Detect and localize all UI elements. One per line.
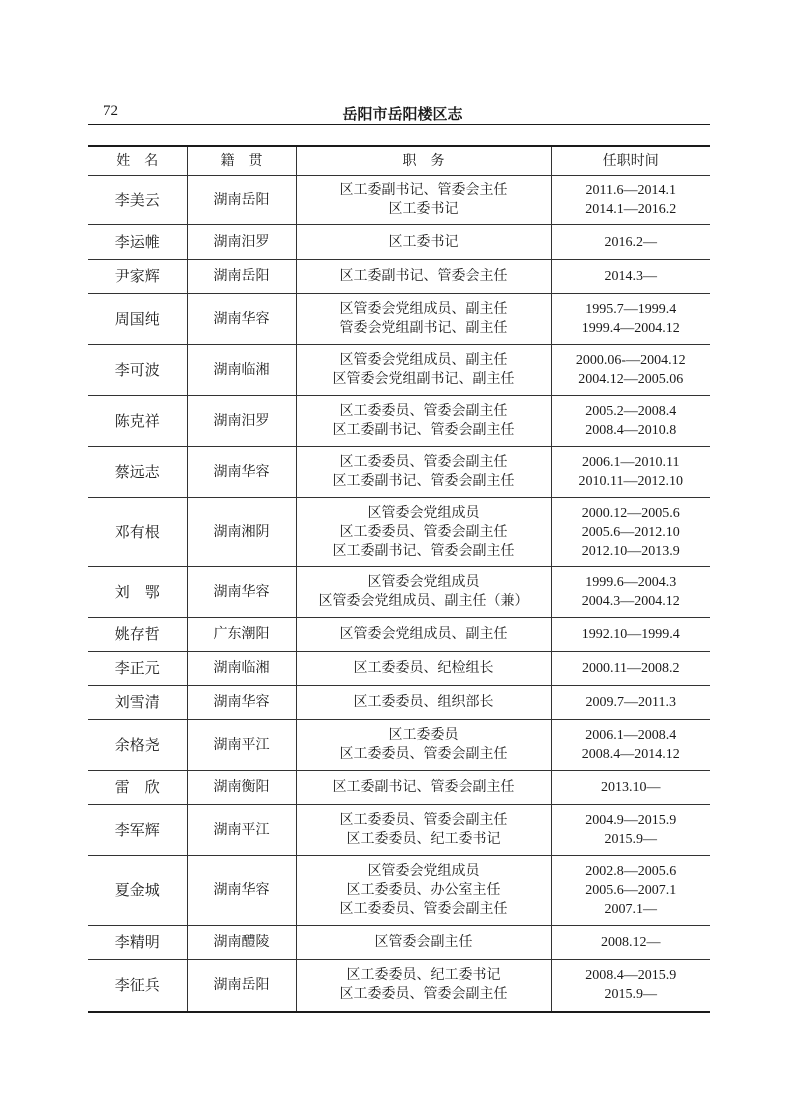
cell-origin: 湖南岳阳 (187, 960, 296, 1012)
table-row (88, 720, 710, 771)
column-header-name: 姓 名 (88, 146, 187, 176)
cell-positions (296, 805, 551, 856)
cell-name: 刘 鄂 (88, 567, 187, 618)
position-line: 区管委会党组成员、副主任 (339, 301, 508, 317)
cell-origin: 湖南醴陵 (187, 926, 296, 960)
term-line: 2011.6—2014.1 (585, 183, 676, 198)
position-line: 区工委委员、管委会副主任 (339, 986, 508, 1003)
table-row (88, 447, 710, 498)
cell-origin: 湖南平江 (187, 720, 296, 771)
table-row (88, 960, 710, 1012)
position-line: 区工委副书记、管委会主任 (339, 182, 508, 198)
cell-terms (551, 345, 710, 396)
term-line: 2008.4—2014.12 (581, 747, 680, 762)
cell-origin: 湖南岳阳 (187, 176, 296, 225)
cell-positions (296, 652, 551, 686)
position-line: 区管委会党组副书记、副主任 (332, 371, 515, 387)
cell-origin: 湖南衡阳 (187, 771, 296, 805)
position-line: 区工委委员、管委会副主任 (339, 523, 508, 540)
cell-positions (296, 447, 551, 498)
position-line: 区工委委员、办公室主任 (346, 882, 501, 898)
term-line: 1995.7—1999.4 (585, 302, 677, 317)
cell-terms (551, 618, 710, 652)
cell-origin: 湖南华容 (187, 686, 296, 720)
position-line: 区工委委员、管委会副主任 (339, 454, 508, 470)
cell-name: 陈克祥 (88, 396, 187, 447)
cell-terms (551, 498, 710, 567)
cell-positions (296, 926, 551, 960)
position-line: 区管委会党组成员、副主任（兼） (318, 593, 529, 609)
term-line: 2016.2— (604, 234, 657, 250)
term-line: 2008.4—2010.8 (585, 423, 677, 438)
cell-origin: 湖南华容 (187, 447, 296, 498)
term-line: 2014.3— (604, 269, 657, 284)
position-line: 区工委委员、管委会副主任 (339, 403, 508, 419)
term-line: 2006.1—2008.4 (585, 728, 677, 743)
cell-terms (551, 720, 710, 771)
table-row (88, 345, 710, 396)
cell-positions (296, 294, 551, 345)
table-row (88, 686, 710, 720)
cell-name: 李运帷 (88, 225, 187, 260)
cell-terms (551, 856, 710, 926)
cell-terms (551, 260, 710, 294)
position-line: 区工委书记 (388, 201, 459, 217)
cell-positions (296, 225, 551, 260)
position-line: 区管委会副主任 (374, 934, 473, 950)
position-line: 区管委会党组成员 (367, 504, 480, 521)
term-line: 2010.11—2012.10 (578, 474, 683, 489)
cell-name: 李可波 (88, 345, 187, 396)
position-line: 区工委委员、纪工委书记 (346, 831, 501, 847)
cell-name: 周国纯 (88, 294, 187, 345)
cell-origin: 湖南汨罗 (187, 396, 296, 447)
cell-terms (551, 225, 710, 260)
term-line: 2012.10—2013.9 (581, 543, 680, 559)
position-line: 区工委副书记、管委会副主任 (332, 542, 515, 559)
cell-name: 李正元 (88, 652, 187, 686)
position-line: 区管委会党组成员 (367, 574, 480, 590)
cell-terms (551, 926, 710, 960)
cell-positions (296, 345, 551, 396)
cell-origin: 湖南华容 (187, 294, 296, 345)
cell-origin: 湖南华容 (187, 856, 296, 926)
term-line: 2015.9— (604, 987, 657, 1003)
officials-table (88, 145, 710, 1013)
cell-positions (296, 720, 551, 771)
term-line: 2002.8—2005.6 (585, 864, 677, 879)
term-line: 2009.7—2011.3 (585, 695, 676, 710)
cell-name: 余格尧 (88, 720, 187, 771)
cell-terms (551, 567, 710, 618)
cell-origin: 湖南华容 (187, 567, 296, 618)
cell-terms (551, 652, 710, 686)
term-line: 2007.1— (604, 902, 657, 917)
term-line: 2005.2—2008.4 (585, 404, 677, 419)
cell-positions (296, 260, 551, 294)
position-line: 区工委委员、组织部长 (353, 694, 494, 710)
term-line: 1999.4—2004.12 (581, 321, 680, 336)
cell-positions (296, 567, 551, 618)
cell-origin: 湖南汨罗 (187, 225, 296, 260)
term-line: 2014.1—2016.2 (585, 202, 677, 217)
table-header-row (88, 146, 710, 176)
position-line: 区工委委员、纪检组长 (353, 660, 494, 676)
cell-terms (551, 447, 710, 498)
position-line: 区工委书记 (388, 233, 459, 250)
term-line: 2006.1—2010.11 (582, 455, 680, 470)
cell-terms (551, 396, 710, 447)
cell-positions (296, 396, 551, 447)
cell-positions (296, 618, 551, 652)
cell-name: 蔡远志 (88, 447, 187, 498)
table-body (88, 176, 710, 1012)
term-line: 1992.10—1999.4 (581, 627, 680, 642)
cell-terms (551, 294, 710, 345)
position-line: 区工委副书记、管委会副主任 (332, 473, 515, 489)
table-row (88, 176, 710, 225)
position-line: 区管委会党组成员 (367, 863, 480, 879)
cell-name: 李美云 (88, 176, 187, 225)
term-line: 2000.12—2005.6 (581, 505, 680, 521)
position-line: 管委会党组副书记、副主任 (339, 320, 508, 336)
table-row (88, 294, 710, 345)
cell-origin: 湖南岳阳 (187, 260, 296, 294)
term-line: 2008.12— (601, 935, 661, 950)
term-line: 2008.4—2015.9 (585, 968, 677, 984)
cell-name: 李征兵 (88, 960, 187, 1012)
cell-name: 夏金城 (88, 856, 187, 926)
table-row (88, 771, 710, 805)
column-header-position: 职 务 (296, 146, 551, 176)
position-line: 区工委委员、管委会副主任 (339, 812, 508, 828)
position-line: 区工委委员 (388, 727, 459, 743)
cell-name: 刘雪清 (88, 686, 187, 720)
cell-terms (551, 176, 710, 225)
cell-positions (296, 686, 551, 720)
term-line: 2000.11—2008.2 (582, 661, 680, 676)
table-row (88, 225, 710, 260)
cell-positions (296, 771, 551, 805)
term-line: 2004.12—2005.06 (578, 372, 684, 387)
page-number: 72 (103, 103, 118, 119)
position-line: 区管委会党组成员、副主任 (339, 626, 508, 642)
position-line: 区工委副书记、管委会主任 (339, 268, 508, 284)
cell-name: 邓有根 (88, 498, 187, 567)
position-line: 区工委副书记、管委会副主任 (332, 422, 515, 438)
cell-name: 雷 欣 (88, 771, 187, 805)
cell-name: 李军辉 (88, 805, 187, 856)
cell-terms (551, 805, 710, 856)
cell-origin: 湖南平江 (187, 805, 296, 856)
cell-name: 李精明 (88, 926, 187, 960)
column-header-origin: 籍 贯 (187, 146, 296, 176)
cell-positions (296, 960, 551, 1012)
position-line: 区工委委员、管委会副主任 (339, 901, 508, 917)
cell-name: 尹家辉 (88, 260, 187, 294)
table-row (88, 856, 710, 926)
cell-origin: 湖南临湘 (187, 652, 296, 686)
table-row (88, 498, 710, 567)
cell-terms (551, 771, 710, 805)
position-line: 区工委委员、管委会副主任 (339, 746, 508, 762)
cell-origin: 广东潮阳 (187, 618, 296, 652)
term-line: 2004.9—2015.9 (585, 813, 677, 828)
term-line: 2005.6—2007.1 (585, 883, 677, 898)
position-line: 区工委委员、纪工委书记 (346, 967, 501, 984)
term-line: 2000.06-—2004.12 (575, 353, 686, 368)
cell-terms (551, 960, 710, 1012)
table-row (88, 567, 710, 618)
cell-name: 姚存哲 (88, 618, 187, 652)
term-line: 2004.3—2004.12 (581, 594, 680, 609)
cell-terms (551, 686, 710, 720)
cell-positions (296, 498, 551, 567)
term-line: 2013.10— (601, 780, 661, 795)
term-line: 1999.6—2004.3 (585, 575, 677, 590)
table-row (88, 652, 710, 686)
column-header-term: 任职时间 (551, 146, 710, 176)
term-line: 2015.9— (604, 832, 657, 847)
running-title: 岳阳市岳阳楼区志 (342, 105, 463, 123)
cell-origin: 湖南临湘 (187, 345, 296, 396)
term-line: 2005.6—2012.10 (581, 524, 680, 540)
table-row (88, 260, 710, 294)
table-row (88, 618, 710, 652)
position-line: 区工委副书记、管委会副主任 (332, 779, 515, 795)
header-rule (88, 124, 710, 125)
cell-positions (296, 176, 551, 225)
cell-positions (296, 856, 551, 926)
cell-origin: 湖南湘阴 (187, 498, 296, 567)
table-row (88, 926, 710, 960)
position-line: 区管委会党组成员、副主任 (339, 352, 508, 368)
table-row (88, 396, 710, 447)
table-row (88, 805, 710, 856)
